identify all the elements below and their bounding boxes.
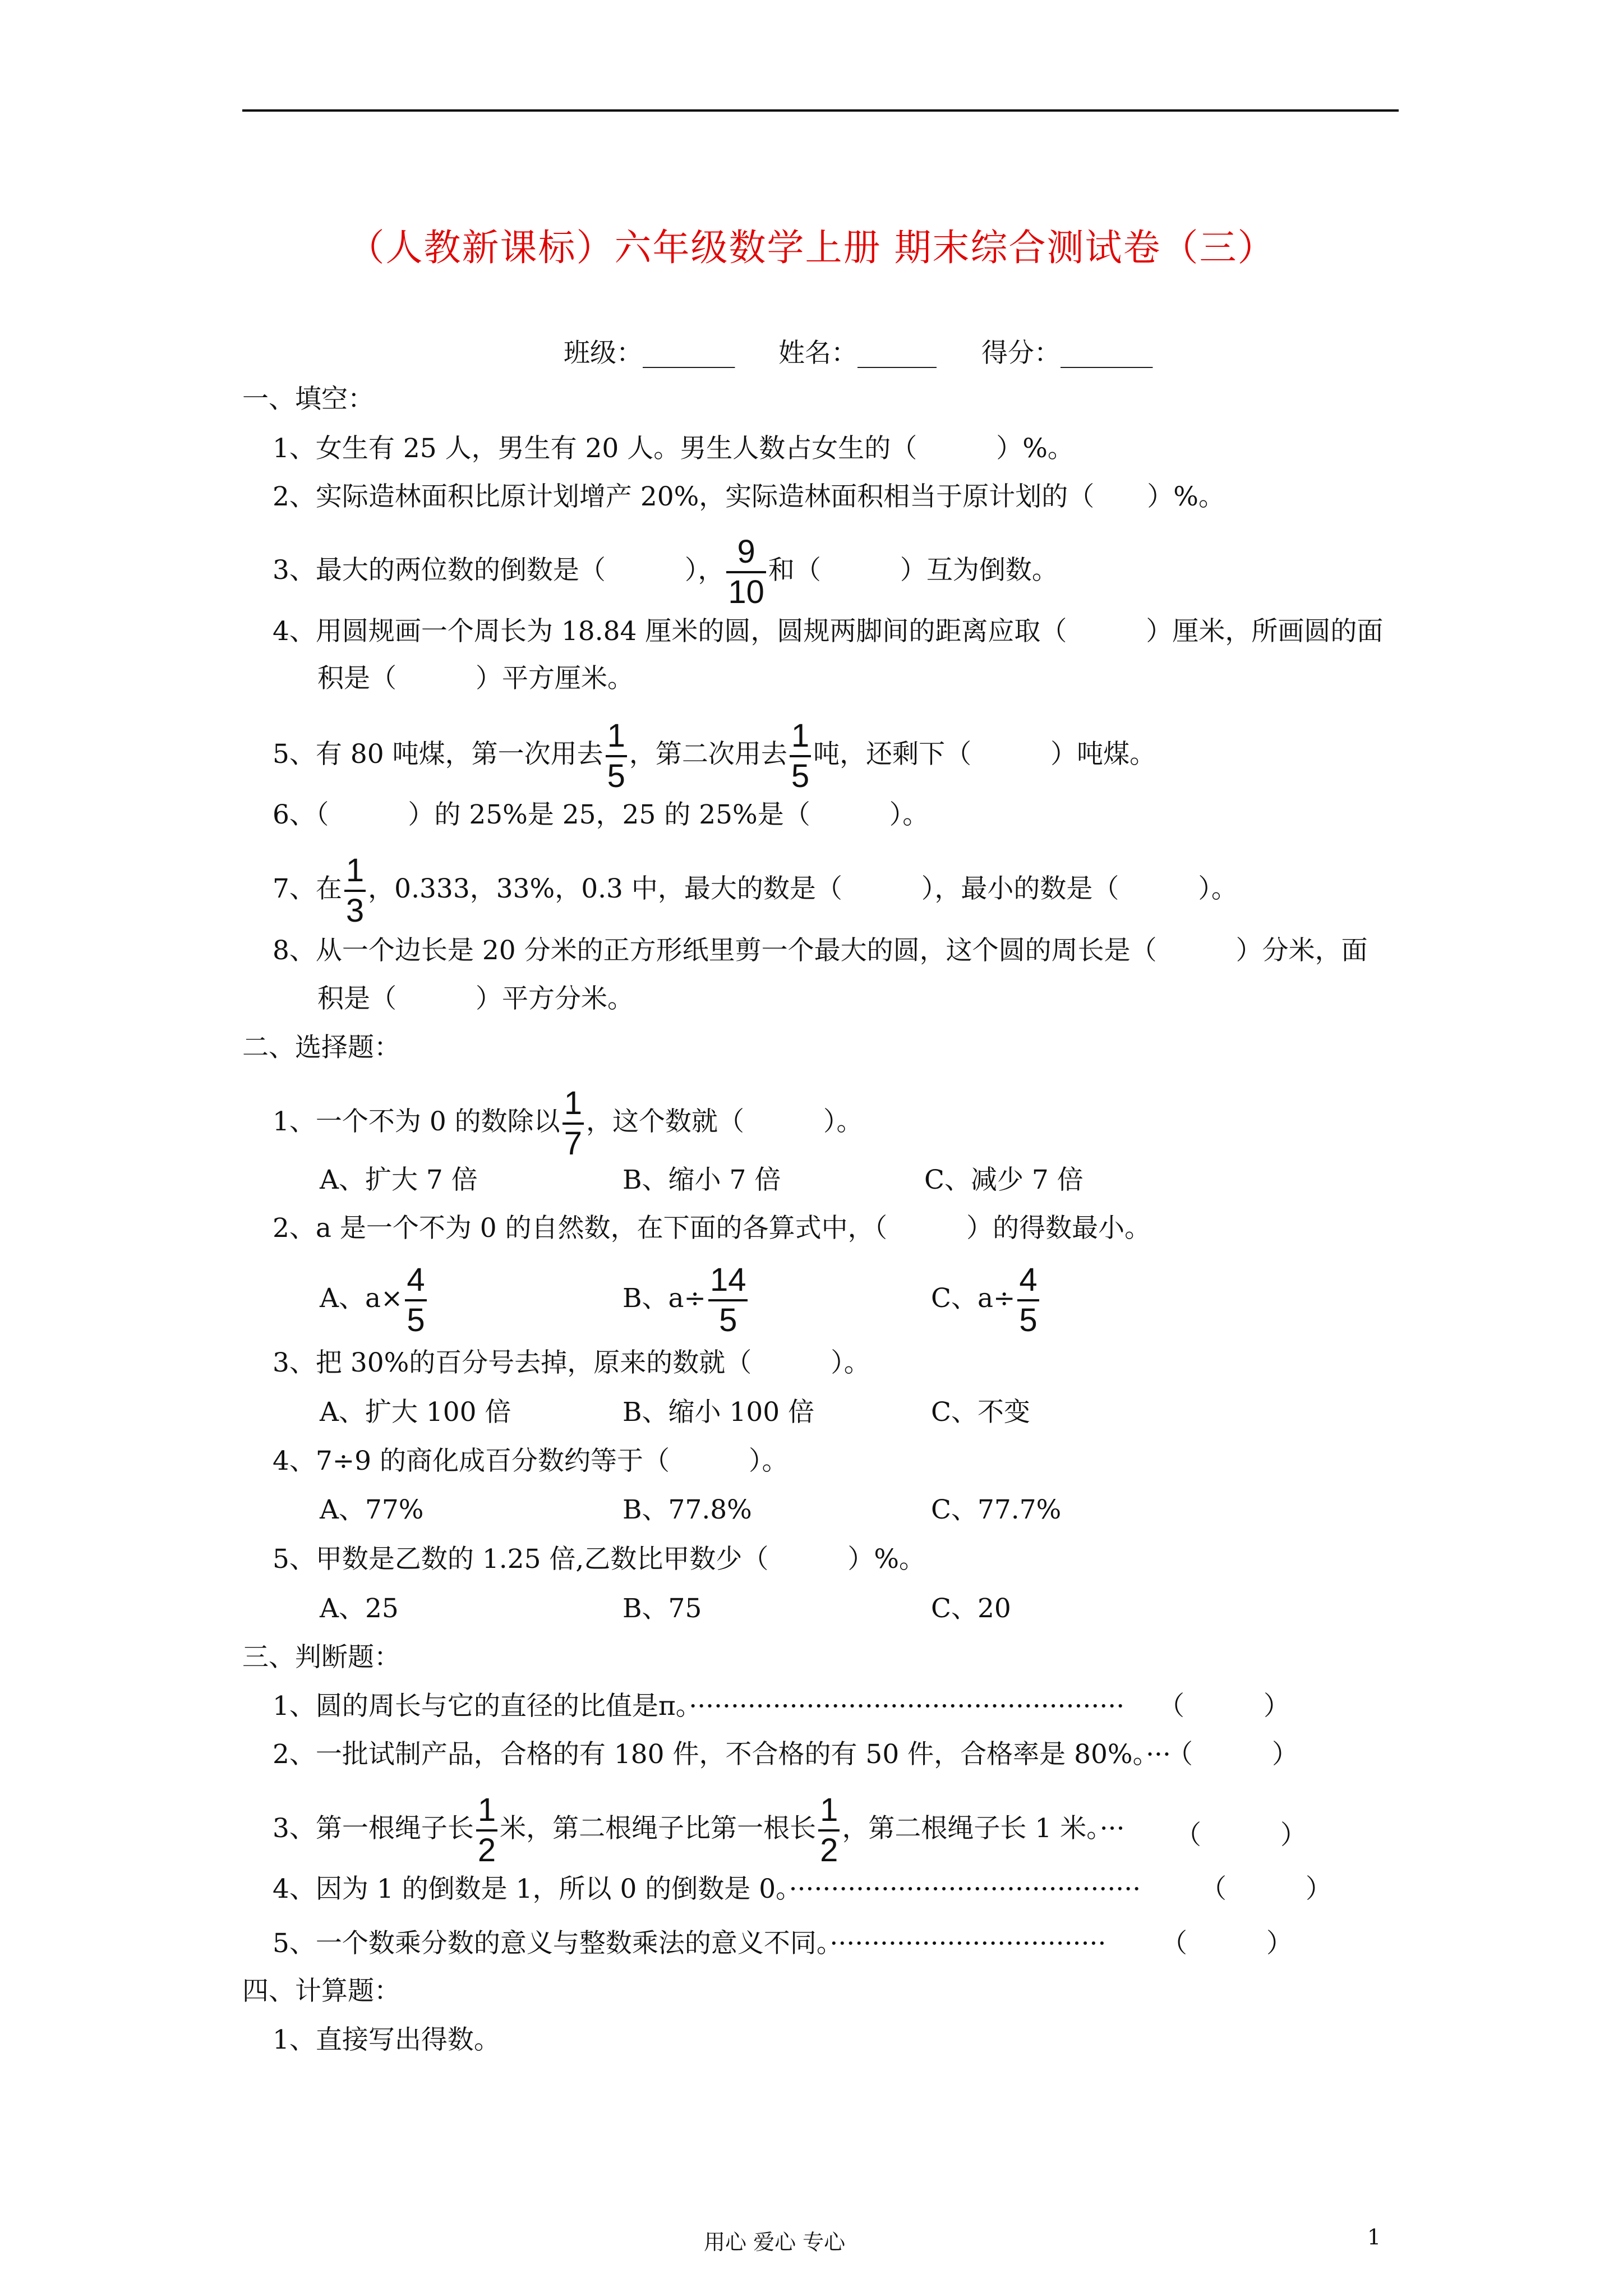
fraction-bar bbox=[818, 1829, 840, 1832]
fraction-denominator: 5 bbox=[791, 758, 810, 794]
choice-item-1-text-a: 1、一个不为 0 的数除以 bbox=[273, 1106, 560, 1137]
fraction-numerator: 9 bbox=[737, 533, 755, 570]
section-heading-true-false: 三、判断题： bbox=[242, 1642, 400, 1673]
choice-option-c: C、减少 7 倍 bbox=[924, 1165, 1083, 1195]
fill-item-5-text-b: ，第二次用去 bbox=[629, 739, 787, 770]
fill-item-3-text-a: 3、最大的两位数的倒数是（ ）， bbox=[273, 555, 725, 586]
fill-item-7-text-a: 7、在 bbox=[273, 873, 342, 904]
choice-item-1-text-b: ，这个数就（ ）。 bbox=[585, 1106, 863, 1137]
fill-item-5-text-a: 5、有 80 吨煤，第一次用去 bbox=[273, 739, 603, 770]
fraction-bar bbox=[1017, 1299, 1039, 1301]
choice-item-3: 3、把 30%的百分号去掉，原来的数就（ ）。 bbox=[273, 1347, 870, 1378]
choice-option-c: C、20 bbox=[931, 1593, 1011, 1624]
judge-item-1: 1、圆的周长与它的直径的比值是π。···················································· bbox=[273, 1691, 1125, 1722]
fraction-numerator: 1 bbox=[607, 717, 625, 754]
fill-item-5-text-c: 吨，还剩下（ ）吨煤。 bbox=[813, 739, 1156, 770]
fill-item-3 bbox=[273, 534, 1058, 610]
fraction-bar bbox=[405, 1299, 426, 1301]
fraction bbox=[708, 1262, 748, 1338]
fraction-bar bbox=[790, 755, 811, 757]
section-heading-calculation: 四、计算题： bbox=[242, 1976, 400, 2007]
fill-item-3-text-b: 和（ ）互为倒数。 bbox=[768, 555, 1058, 586]
choice-item-2: 2、a 是一个不为 0 的自然数，在下面的各算式中，（ ）的得数最小。 bbox=[273, 1213, 1151, 1244]
choice-option-a: A、扩大 100 倍 bbox=[320, 1397, 511, 1428]
judge-item-4: 4、因为 1 的倒数是 1，所以 0 的倒数是 0。·········································· bbox=[273, 1874, 1141, 1904]
fraction-numerator: 1 bbox=[345, 852, 365, 889]
fraction-numerator: 1 bbox=[791, 717, 810, 754]
judge-item-3-text-b: 米，第二根绳子比第一根长 bbox=[500, 1813, 817, 1844]
page-title: （人教新课标）六年级数学上册 期末综合测试卷（三） bbox=[347, 226, 1276, 269]
choice-option-b: B、缩小 100 倍 bbox=[623, 1397, 815, 1428]
fraction bbox=[476, 1792, 497, 1869]
fraction-denominator: 5 bbox=[607, 758, 625, 794]
judge-item-3-text-a: 3、第一根绳子长 bbox=[273, 1813, 474, 1844]
judge-item-2: 2、一批试制产品，合格的有 180 件，不合格的有 50 件，合格率是 80%。··· bbox=[273, 1739, 1171, 1770]
choice-option-a bbox=[320, 1262, 429, 1338]
judge-answer-paren: （ ） bbox=[1158, 1691, 1290, 1722]
fraction bbox=[818, 1792, 840, 1869]
class-field: 班级：_______ bbox=[564, 338, 735, 369]
fraction-numerator: 4 bbox=[1019, 1262, 1038, 1298]
judge-answer-paren: （ ） bbox=[1200, 1874, 1332, 1904]
judge-item-5: 5、一个数乘分数的意义与整数乘法的意义不同。································· bbox=[273, 1928, 1106, 1959]
fill-item-8-line2: 积是（ ）平方分米。 bbox=[317, 983, 634, 1014]
choice-option-b bbox=[623, 1262, 750, 1338]
judge-item-3-text-c: ，第二根绳子长 1 米。··· bbox=[842, 1813, 1125, 1844]
choice-option-a: A、77% bbox=[320, 1494, 424, 1525]
fill-item-2: 2、实际造林面积比原计划增产 20%，实际造林面积相当于原计划的（ ）%。 bbox=[273, 481, 1225, 512]
fraction-denominator: 7 bbox=[564, 1125, 582, 1162]
footer-motto: 用心 爱心 专心 bbox=[704, 2230, 846, 2254]
fraction-bar bbox=[476, 1829, 497, 1832]
fraction-denominator: 5 bbox=[1019, 1302, 1038, 1338]
choice-option-c bbox=[931, 1262, 1041, 1338]
fraction-denominator: 10 bbox=[728, 574, 764, 610]
fraction bbox=[562, 1085, 584, 1162]
judge-answer-paren: （ ） bbox=[1161, 1928, 1293, 1959]
fraction bbox=[1017, 1262, 1039, 1338]
fill-item-1: 1、女生有 25 人，男生有 20 人。男生人数占女生的（ ）%。 bbox=[273, 433, 1074, 464]
fraction-denominator: 3 bbox=[345, 892, 365, 929]
fraction-denominator: 2 bbox=[477, 1832, 496, 1869]
choice-option-b: B、缩小 7 倍 bbox=[623, 1165, 781, 1195]
fraction-numerator: 1 bbox=[564, 1085, 582, 1121]
fill-item-4-line2: 积是（ ）平方厘米。 bbox=[317, 663, 634, 694]
fraction-numerator: 4 bbox=[407, 1262, 425, 1298]
choice-item-4: 4、7÷9 的商化成百分数约等于（ ）。 bbox=[273, 1446, 789, 1476]
fraction bbox=[606, 718, 627, 794]
judge-answer-paren: （ ） bbox=[1166, 1739, 1298, 1770]
fraction-bar bbox=[708, 1299, 748, 1301]
fraction-bar bbox=[726, 571, 766, 573]
name-field: 姓名：______ bbox=[778, 338, 937, 369]
fraction bbox=[726, 534, 766, 610]
choice-option-a: A、25 bbox=[320, 1593, 399, 1624]
fill-item-7 bbox=[273, 853, 1238, 929]
fill-item-5 bbox=[273, 718, 1156, 794]
fraction-denominator: 5 bbox=[719, 1302, 737, 1338]
choice-item-1 bbox=[273, 1085, 863, 1162]
section-heading-fill-blank: 一、填空： bbox=[242, 384, 374, 415]
calc-item-1: 1、直接写出得数。 bbox=[273, 2024, 500, 2055]
choice-option-c-text: C、a÷ bbox=[931, 1283, 1016, 1314]
fraction bbox=[344, 853, 366, 929]
fraction-denominator: 5 bbox=[407, 1302, 425, 1338]
choice-option-c: C、77.7% bbox=[931, 1494, 1062, 1525]
choice-option-b: B、77.8% bbox=[623, 1494, 752, 1525]
fill-item-8-line1: 8、从一个边长是 20 分米的正方形纸里剪一个最大的圆，这个圆的周长是（ ）分米，面 bbox=[273, 935, 1368, 966]
choice-option-a-text: A、a× bbox=[320, 1283, 403, 1314]
fraction-numerator: 1 bbox=[820, 1792, 838, 1828]
fraction-numerator: 1 bbox=[477, 1792, 496, 1828]
score-field: 得分：_______ bbox=[981, 338, 1153, 369]
judge-item-3 bbox=[273, 1792, 1125, 1869]
fraction-bar bbox=[562, 1122, 584, 1125]
choice-option-b: B、75 bbox=[623, 1593, 702, 1624]
choice-option-b-text: B、a÷ bbox=[623, 1283, 706, 1314]
fraction-denominator: 2 bbox=[820, 1832, 838, 1869]
choice-option-a: A、扩大 7 倍 bbox=[320, 1165, 478, 1195]
fraction-bar bbox=[344, 890, 366, 892]
fill-item-7-text-b: ，0.333，33%，0.3 中，最大的数是（ ），最小的数是（ ）。 bbox=[368, 873, 1238, 904]
fill-item-4-line1: 4、用圆规画一个周长为 18.84 厘米的圆，圆规两脚间的距离应取（ ）厘米，所画圆的面 bbox=[273, 616, 1384, 647]
fraction-bar bbox=[606, 755, 627, 757]
fraction bbox=[790, 718, 811, 794]
choice-option-c: C、不变 bbox=[931, 1397, 1030, 1428]
fraction bbox=[405, 1262, 426, 1338]
judge-answer-paren: （ ） bbox=[1175, 1820, 1307, 1851]
choice-item-5: 5、甲数是乙数的 1.25 倍,乙数比甲数少（ ）%。 bbox=[273, 1544, 926, 1575]
page-number: 1 bbox=[1367, 2225, 1381, 2249]
fill-item-6: 6、（ ）的 25%是 25，25 的 25%是（ ）。 bbox=[273, 799, 929, 830]
fraction-numerator: 14 bbox=[709, 1262, 746, 1298]
top-rule bbox=[242, 109, 1399, 112]
section-heading-multiple-choice: 二、选择题： bbox=[242, 1032, 400, 1063]
